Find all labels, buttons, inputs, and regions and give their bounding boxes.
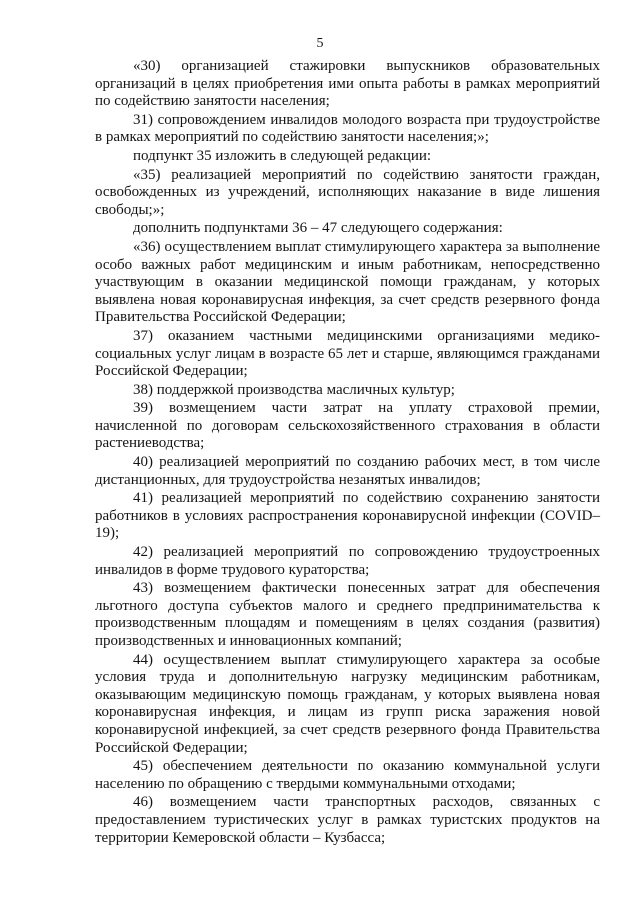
paragraph-instruction-35: подпункт 35 изложить в следующей редакции: [133,147,432,164]
paragraph-item-38: 38) поддержкой производства масличных культур; [133,381,455,398]
paragraph-item-35: «35) реализацией мероприятий по содействию занятости граждан, освобожденных из учреждений, исполняющих наказание в виде лишения свободы;»; [95,166,600,218]
paragraph-item-44: 44) осуществлением выплат стимулирующего характера за особые условия труда и дополнительную нагрузку медицинским работникам, оказывающим медицинскую помощь гражданам, у которых выявлена новая коронавирусная инфекция, и лицам из групп риска заражения новой коронавирусной инфекцией, за счет средств резервного фонда Правительства Российской Федерации; [95,651,600,756]
paragraph-item-42: 42) реализацией мероприятий по сопровождению трудоустроенных инвалидов в форме трудового кураторства; [95,544,600,578]
paragraph-item-45: 45) обеспечением деятельности по оказанию коммунальной услуги населению по обращению с твердыми коммунальными отходами; [95,758,600,792]
paragraph-item-39: 39) возмещением части затрат на уплату страховой премии, начисленной по договорам сельскохозяйственного страхования в области растениеводства; [95,400,600,452]
paragraph-item-46: 46) возмещением части транспортных расходов, связанных с предоставлением туристических услуг в рамках туристских продуктов на территории Кемеровской области – Кузбасса; [95,794,600,846]
paragraph-item-36: «36) осуществлением выплат стимулирующего характера за выполнение особо важных работ медицинским и иным работникам, непосредственно участвующим в оказании медицинской помощи гражданам, у которых выявлена новая коронавирусная инфекция, за счет средств резервного фонда Правительства Российской Федерации; [95,238,600,326]
paragraph-item-30: «30) организацией стажировки выпускников образовательных организаций в целях приобретения ими опыта работы в рамках мероприятий по содействию занятости населения; [95,58,600,110]
paragraph-item-31: 31) сопровождением инвалидов молодого возраста при трудоустройстве в рамках мероприятий по содействию занятости населения;»; [95,111,600,146]
paragraph-item-40: 40) реализацией мероприятий по созданию рабочих мест, в том числе дистанционных, для трудоустройства незанятых инвалидов; [95,454,600,488]
paragraph-item-43: 43) возмещением фактически понесенных затрат для обеспечения льготного доступа субъектов малого и среднего предпринимательства к производственным площадям и помещениям в целях создания (развития) производственных и инновационных компаний; [95,580,600,649]
paragraph-item-41: 41) реализацией мероприятий по содействию сохранению занятости работников в условиях распространения коронавирусной инфекции (COVID–19); [95,490,600,542]
page-number: 5 [316,36,324,51]
paragraph-item-37: 37) оказанием частными медицинскими организациями медико-социальных услуг лицам в возрасте 65 лет и старше, являющимся гражданами Российской Федерации; [95,327,600,380]
paragraph-instruction-36-47: дополнить подпунктами 36 – 47 следующего содержания: [133,220,503,237]
document-body [95,58,600,848]
